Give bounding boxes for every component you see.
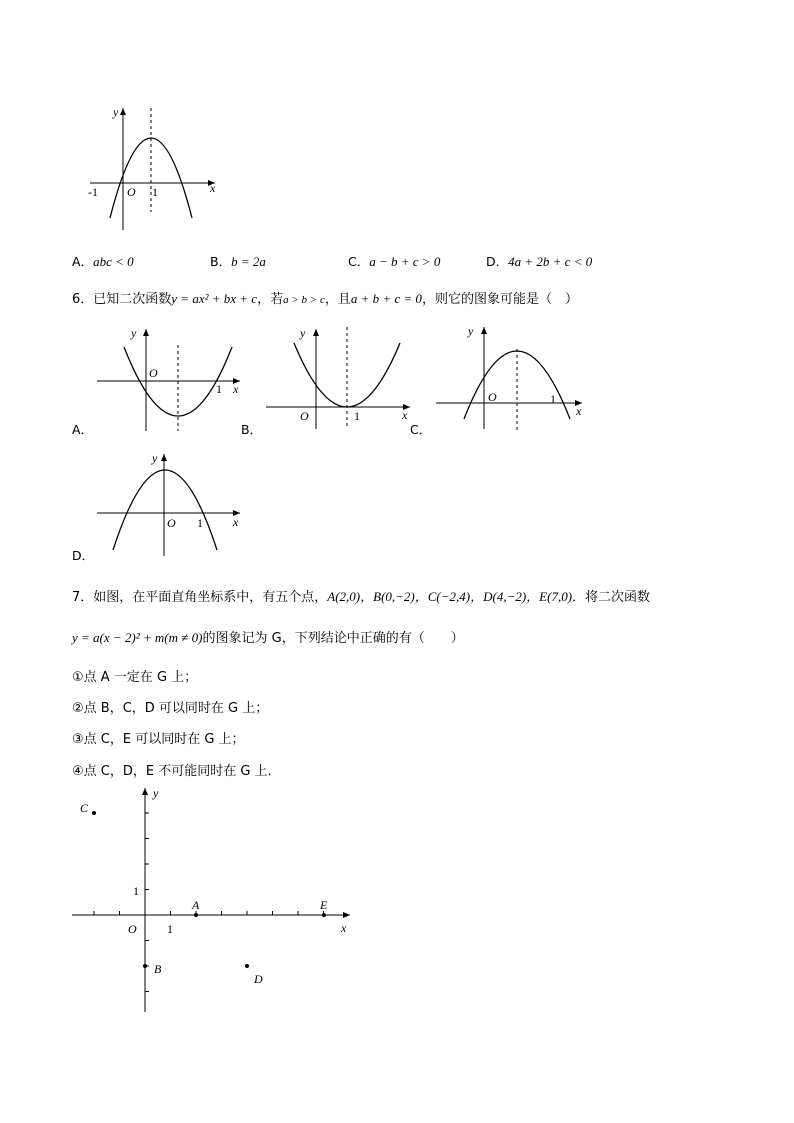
- q7-x-label: x: [341, 921, 347, 935]
- q5-option-d-letter: D．: [486, 254, 509, 269]
- q6-b-origin-label: O: [300, 409, 309, 423]
- q7-stem-line2-post: 的图象记为 G，下列结论中正确的有（ ）: [202, 631, 464, 646]
- q7-statement-1: ①点 A 一定在 G 上；: [72, 670, 198, 685]
- q6-a-x-label: x: [233, 382, 239, 396]
- point-a: [194, 913, 198, 917]
- point-b: [143, 964, 147, 968]
- q5-option-c-letter: C．: [348, 254, 370, 269]
- q5-one-label: 1: [152, 185, 158, 199]
- q6-func: y = ax² + bx + c: [171, 291, 258, 306]
- q6-stem-mid2: ，且: [324, 292, 351, 307]
- point-c-label: C: [80, 801, 89, 815]
- point-d: [245, 964, 249, 968]
- q5-option-d-expr: 4a + 2b + c < 0: [508, 254, 593, 269]
- q5-neg1-label: -1: [88, 185, 98, 199]
- q6-c-y-label: y: [468, 324, 474, 338]
- q6-d-one-label: 1: [197, 516, 203, 530]
- q5-y-label: y: [113, 105, 119, 119]
- q6-c-origin-label: O: [488, 390, 497, 404]
- q7-origin-label: O: [128, 922, 137, 936]
- q6-cond2: a + b + c = 0: [350, 291, 422, 306]
- point-e: [322, 913, 326, 917]
- q6-b-y-label: y: [300, 326, 306, 340]
- q6-a-y-label: y: [131, 326, 137, 340]
- q7-statement-3: ③点 C，E 可以同时在 G 上；: [72, 732, 245, 747]
- q6-option-d-letter[interactable]: D．: [72, 548, 95, 563]
- q5-origin-label: O: [127, 185, 136, 199]
- q5-option-a-expr: abc < 0: [93, 254, 134, 269]
- q5-option-a-letter: A．: [72, 254, 94, 269]
- q6-stem-pre: 6．已知二次函数: [72, 292, 172, 307]
- q5-option-b-expr: b = 2a: [231, 254, 266, 269]
- q7-statement-4: ④点 C，D，E 不可能同时在 G 上．: [72, 764, 281, 779]
- q6-b-x-label: x: [402, 408, 408, 422]
- q7-one-y-label: 1: [133, 884, 139, 898]
- point-b-label: B: [154, 962, 162, 976]
- q6-cond1: a > b > c: [283, 294, 325, 306]
- point-e-label: E: [320, 898, 328, 912]
- q6-option-b-letter[interactable]: B．: [241, 422, 263, 437]
- q5-option-c-expr: a − b + c > 0: [369, 254, 441, 269]
- q5-x-label: x: [210, 181, 216, 195]
- point-a-label: A: [192, 898, 200, 912]
- q7-stem-pre: 7．如图，在平面直角坐标系中，有五个点，: [72, 590, 328, 605]
- q7-y-label: y: [153, 786, 159, 800]
- point-d-label: D: [254, 972, 263, 986]
- q6-b-one-label: 1: [354, 409, 360, 423]
- q6-option-c-letter[interactable]: C．: [410, 422, 432, 437]
- q7-points: A(2,0)，B(0,−2)，C(−2,4)，D(4,−2)，E(7,0): [327, 589, 573, 604]
- q6-c-x-label: x: [576, 404, 582, 418]
- point-c: [92, 811, 96, 815]
- q7-statement-2: ②点 B，C，D 可以同时在 G 上；: [72, 701, 269, 716]
- q6-c-one-label: 1: [550, 392, 556, 406]
- q6-stem-post: ，则它的图象可能是（ ）: [421, 292, 578, 307]
- q6-d-y-label: y: [152, 451, 158, 465]
- q7-one-x-label: 1: [167, 922, 173, 936]
- q6-a-one-label: 1: [216, 382, 222, 396]
- q6-d-origin-label: O: [167, 516, 176, 530]
- q7-func: y = a(x − 2)² + m(m ≠ 0): [72, 630, 203, 645]
- q7-stem-post: ．将二次函数: [572, 590, 651, 605]
- q6-a-origin-label: O: [149, 366, 158, 380]
- q6-d-x-label: x: [233, 515, 239, 529]
- q5-option-b-letter: B．: [210, 254, 232, 269]
- q6-stem-mid: ，若: [257, 292, 284, 307]
- q6-option-a-letter[interactable]: A．: [72, 422, 94, 437]
